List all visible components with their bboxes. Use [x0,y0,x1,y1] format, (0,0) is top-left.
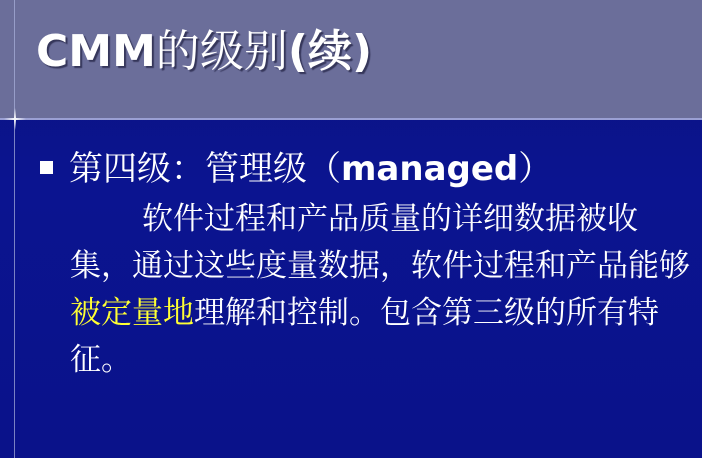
title-cmm: CMM [36,26,156,77]
decorative-horizontal-line [0,118,702,120]
bullet-prefix: 第四级：管理级（ [69,148,341,189]
sparkle-icon [4,108,26,130]
decorative-vertical-line [14,0,15,458]
body-part-2: 理解和控制。包含第三级的所有特征。 [70,295,659,378]
bullet-item [40,140,552,190]
bullet-term: managed [341,148,519,189]
square-bullet-icon [40,161,53,174]
title-levels: 的级别 [155,26,288,77]
page-title [36,16,372,88]
bullet-suffix: ） [518,148,553,189]
body-part-1: 软件过程和产品质量的详细数据被收集，通过这些度量数据，软件过程和产品能够 [70,201,690,284]
body-paragraph [70,196,692,384]
highlighted-phrase: 被定量地 [70,295,194,331]
bullet-heading [69,141,552,190]
title-continued: (续) [287,26,373,77]
